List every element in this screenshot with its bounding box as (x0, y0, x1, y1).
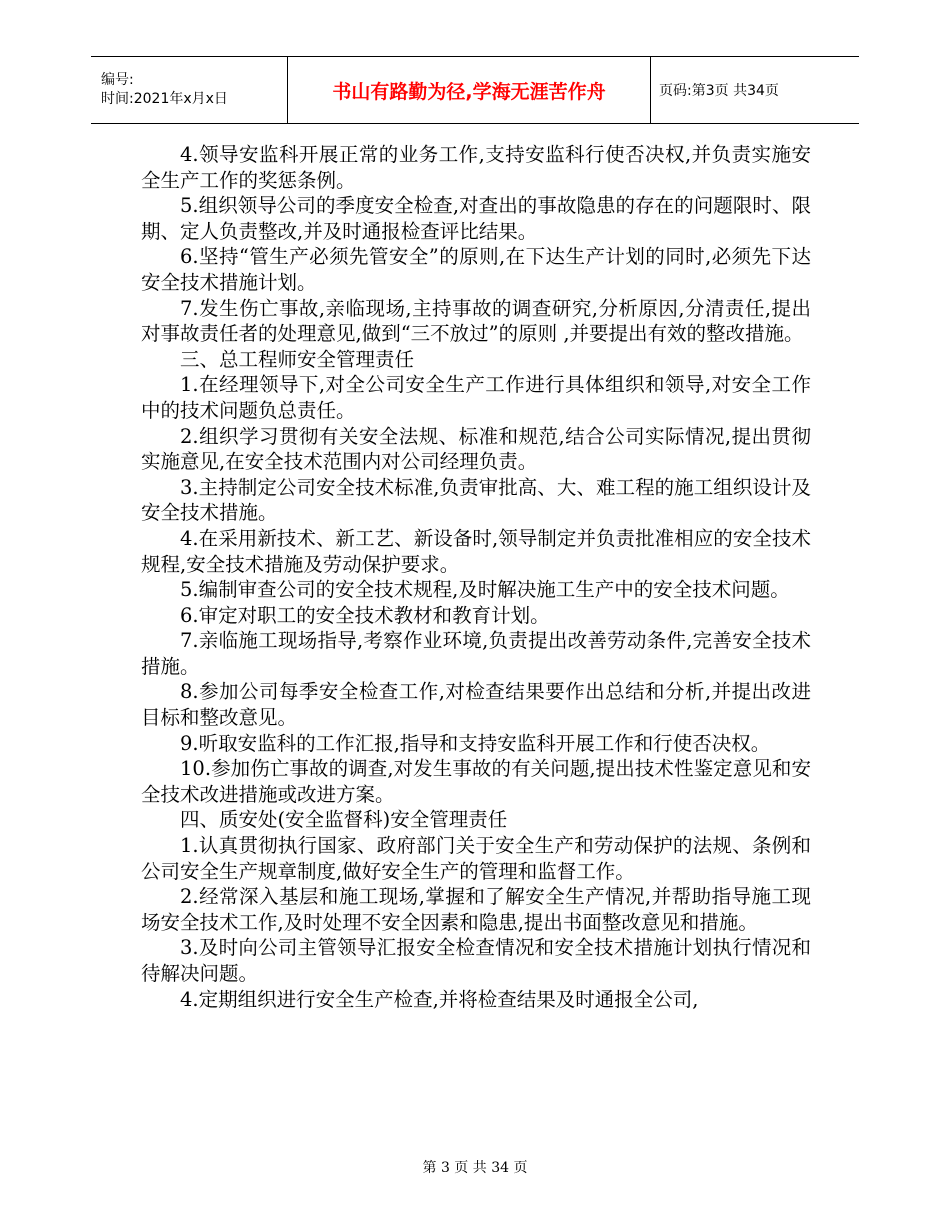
page-header (91, 56, 859, 124)
paragraph: 6.坚持“管生产必须先管安全”的原则,在下达生产计划的同时,必须先下达安全技术措施计划。 (141, 245, 811, 294)
paragraph: 7.发生伤亡事故,亲临现场,主持事故的调查研究,分析原因,分清责任,提出对事故责任者的处理意见,做到“三不放过”的原则 ,并要提出有效的整改措施。 (141, 296, 811, 346)
paragraph: 1.认真贯彻执行国家、政府部门关于安全生产和劳动保护的法规、条例和公司安全生产规章制度,做好安全生产的管理和监督工作。 (141, 834, 811, 883)
time-label: 时间:2021年x月x日 (101, 91, 228, 107)
paragraph: 4.定期组织进行安全生产检查,并将检查结果及时通报全公司, (180, 987, 699, 1011)
paragraph: 6.审定对职工的安全技术教材和教育计划。 (180, 603, 550, 627)
section-heading: 三、总工程师安全管理责任 (180, 347, 415, 371)
header-meta (91, 57, 287, 123)
paragraph: 2.组织学习贯彻有关安全法规、标准和规范,结合公司实际情况,提出贯彻实施意见,在安全技术范围内对公司经理负责。 (141, 424, 811, 474)
footer-page-number: 第 3 页 共 34 页 (422, 1160, 528, 1176)
paragraph: 8.参加公司每季安全检查工作,对检查结果要作出总结和分析,并提出改进目标和整改意见。 (141, 680, 811, 730)
paragraph: 4.领导安监科开展正常的业务工作,支持安监科行使否决权,并负责实施安全生产工作的奖惩条例。 (141, 143, 811, 192)
paragraph: 9.听取安监科的工作汇报,指导和支持安监科开展工作和行使否决权。 (180, 731, 771, 755)
header-page-info (651, 57, 859, 123)
paragraph: 3.及时向公司主管领导汇报安全检查情况和安全技术措施计划执行情况和待解决问题。 (141, 936, 811, 985)
section-heading: 四、质安处(安全监督科)安全管理责任 (180, 808, 508, 832)
paragraph: 7.亲临施工现场指导,考察作业环境,负责提出改善劳动条件,完善安全技术措施。 (141, 629, 811, 678)
paragraph: 4.在采用新技术、新工艺、新设备时,领导制定并负责批准相应的安全技术规程,安全技术措施及劳动保护要求。 (141, 526, 811, 576)
serial-label: 编号: (101, 72, 134, 88)
paragraph: 1.在经理领导下,对全公司安全生产工作进行具体组织和领导,对安全工作中的技术问题负总责任。 (141, 373, 811, 422)
page-footer (0, 1157, 950, 1177)
paragraph: 5.组织领导公司的季度安全检查,对查出的事故隐患的存在的问题限时、限期、定人负责整改,并及时通报检查评比结果。 (141, 194, 811, 243)
motto-text: 书山有路勤为径,学海无涯苦作舟 (332, 80, 606, 103)
paragraph: 5.编制审查公司的安全技术规程,及时解决施工生产中的安全技术问题。 (180, 578, 790, 602)
paragraph: 2.经常深入基层和施工现场,掌握和了解安全生产情况,并帮助指导施工现场安全技术工作,及时处理不安全因素和隐患,提出书面整改意见和措施。 (141, 885, 811, 934)
paragraph: 10.参加伤亡事故的调查,对发生事故的有关问题,提出技术性鉴定意见和安全技术改进措施或改进方案。 (141, 757, 811, 806)
page-info-text: 页码:第3页 共34页 (659, 83, 779, 99)
paragraph: 3.主持制定公司安全技术标准,负责审批高、大、难工程的施工组织设计及安全技术措施。 (141, 475, 811, 525)
header-motto (287, 57, 651, 123)
document-body (141, 142, 811, 1012)
